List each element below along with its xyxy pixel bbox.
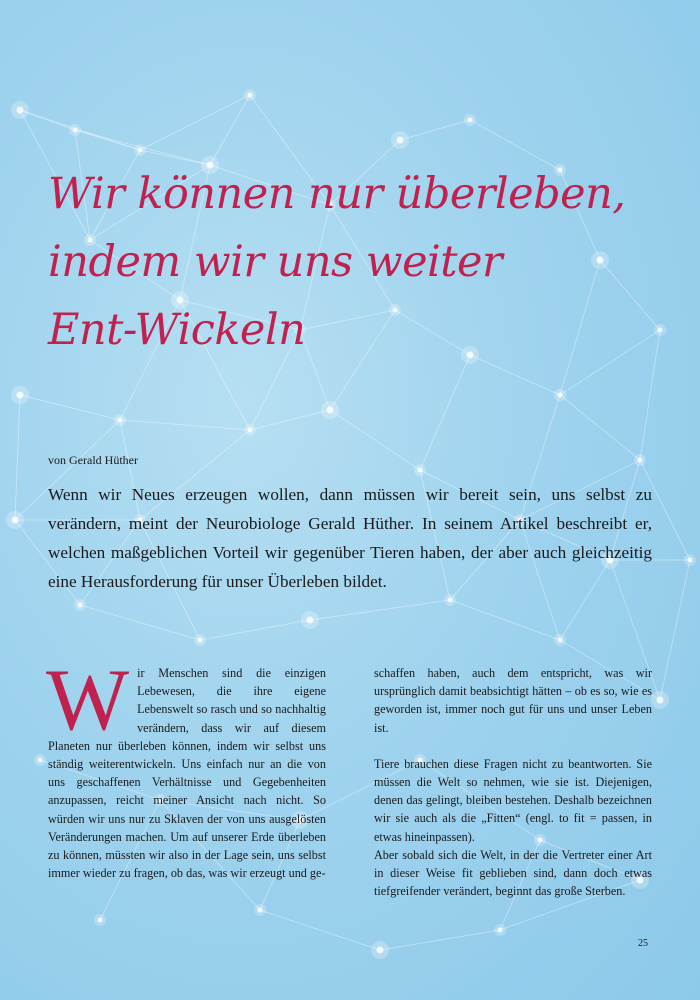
network-edge [200,620,310,640]
network-node [448,598,453,603]
network-node [558,393,563,398]
body-column-right [374,664,652,900]
network-node [38,758,43,763]
network-node [12,517,19,524]
network-node [397,137,404,144]
network-edge [250,410,330,430]
network-node [307,617,314,624]
body-right-paragraph-3: Aber sobald sich die Welt, in der die Vertreter einer Art in dieser Weise fit geblieben sind, dann doch etwas tiefgreifender verändert, beginnt das große Sterben. [374,847,652,899]
title-line-1: Wir können nur überleben, [48,169,626,219]
network-node [98,918,103,923]
author-byline: von Gerald Hüther [48,453,138,467]
network-node [17,107,24,114]
network-edge [560,395,640,460]
title-line-2: indem wir uns weiter [48,237,503,287]
network-node [688,558,693,563]
network-node [327,407,334,414]
page-number: 25 [638,938,648,949]
network-edge [260,910,380,950]
network-edge [330,410,420,470]
network-edge [380,930,500,950]
network-node [638,458,643,463]
drop-cap: W [46,652,130,749]
network-node [248,428,253,433]
network-edge [400,120,470,140]
body-column-left [46,652,326,882]
network-node [377,947,384,954]
network-edge [15,395,20,520]
network-node [198,638,203,643]
network-edge [450,600,560,640]
network-edge [80,605,200,640]
body-right-paragraph-2: Tiere brauchen diese Fragen nicht zu beantworten. Sie müssen die Welt so nehmen, wie sie ist. Diejenigen, denen das gelingt, bleiben bestehen. Deshalb bezeichnen wir sie auch als die „Fitten“ (engl. to fit = passen, in etwas hineinpassen). [374,756,652,844]
network-edge [420,355,470,470]
network-edge [120,420,250,430]
article-title [48,160,668,364]
title-line-3: Ent-Wickeln [48,305,306,355]
network-node [138,148,143,153]
lead-paragraph: Wenn wir Neues erzeugen wollen, dann müssen wir bereit sein, uns selbst zu verändern, meint der Neurobiologe Gerald Hüther. In seinem Artikel beschreibt er, welchen maßgeblichen Vorteil wir gegenüber Tieren haben, der aber auch gleichzeitig eine Herausforderung für unser Überleben bildet. [48,485,652,591]
network-edge [140,95,250,150]
network-node [498,928,503,933]
network-node [73,128,78,133]
network-node [657,697,664,704]
network-node [418,468,423,473]
network-edge [660,560,690,700]
network-node [558,638,563,643]
network-node [258,908,263,913]
body-right-paragraph-1: schaffen haben, auch dem entspricht, was wir ursprünglich damit beabsichtigt hätten – ob es so, wie es geworden ist, immer noch gut für uns und unser Leben ist. [374,666,652,735]
network-edge [310,600,450,620]
network-node [78,603,83,608]
body-left-text: ir Menschen sind die einzigen Lebewesen, die ihre eigene Lebenswelt so rasch und so nachhaltig verändern, dass wir auf diesem Planeten nur überleben können, indem wir selbst uns ständig weiterentwickeln. Uns einfach nur an die von uns geschaffenen Verhältnisse und Gegebenheiten anzupassen, reicht meiner Ansicht nach nicht. So würden wir uns nur zu Sklaven der von uns ausgelösten Veränderungen machen. Um auf unserer Erde überleben zu können, müssten wir also in der Lage sein, uns selbst immer wieder zu fragen, ob das, was wir erzeugt und ge- [48,666,326,881]
network-edge [20,395,120,420]
network-node [118,418,123,423]
network-node [468,118,473,123]
network-node [17,392,24,399]
network-node [248,93,253,98]
